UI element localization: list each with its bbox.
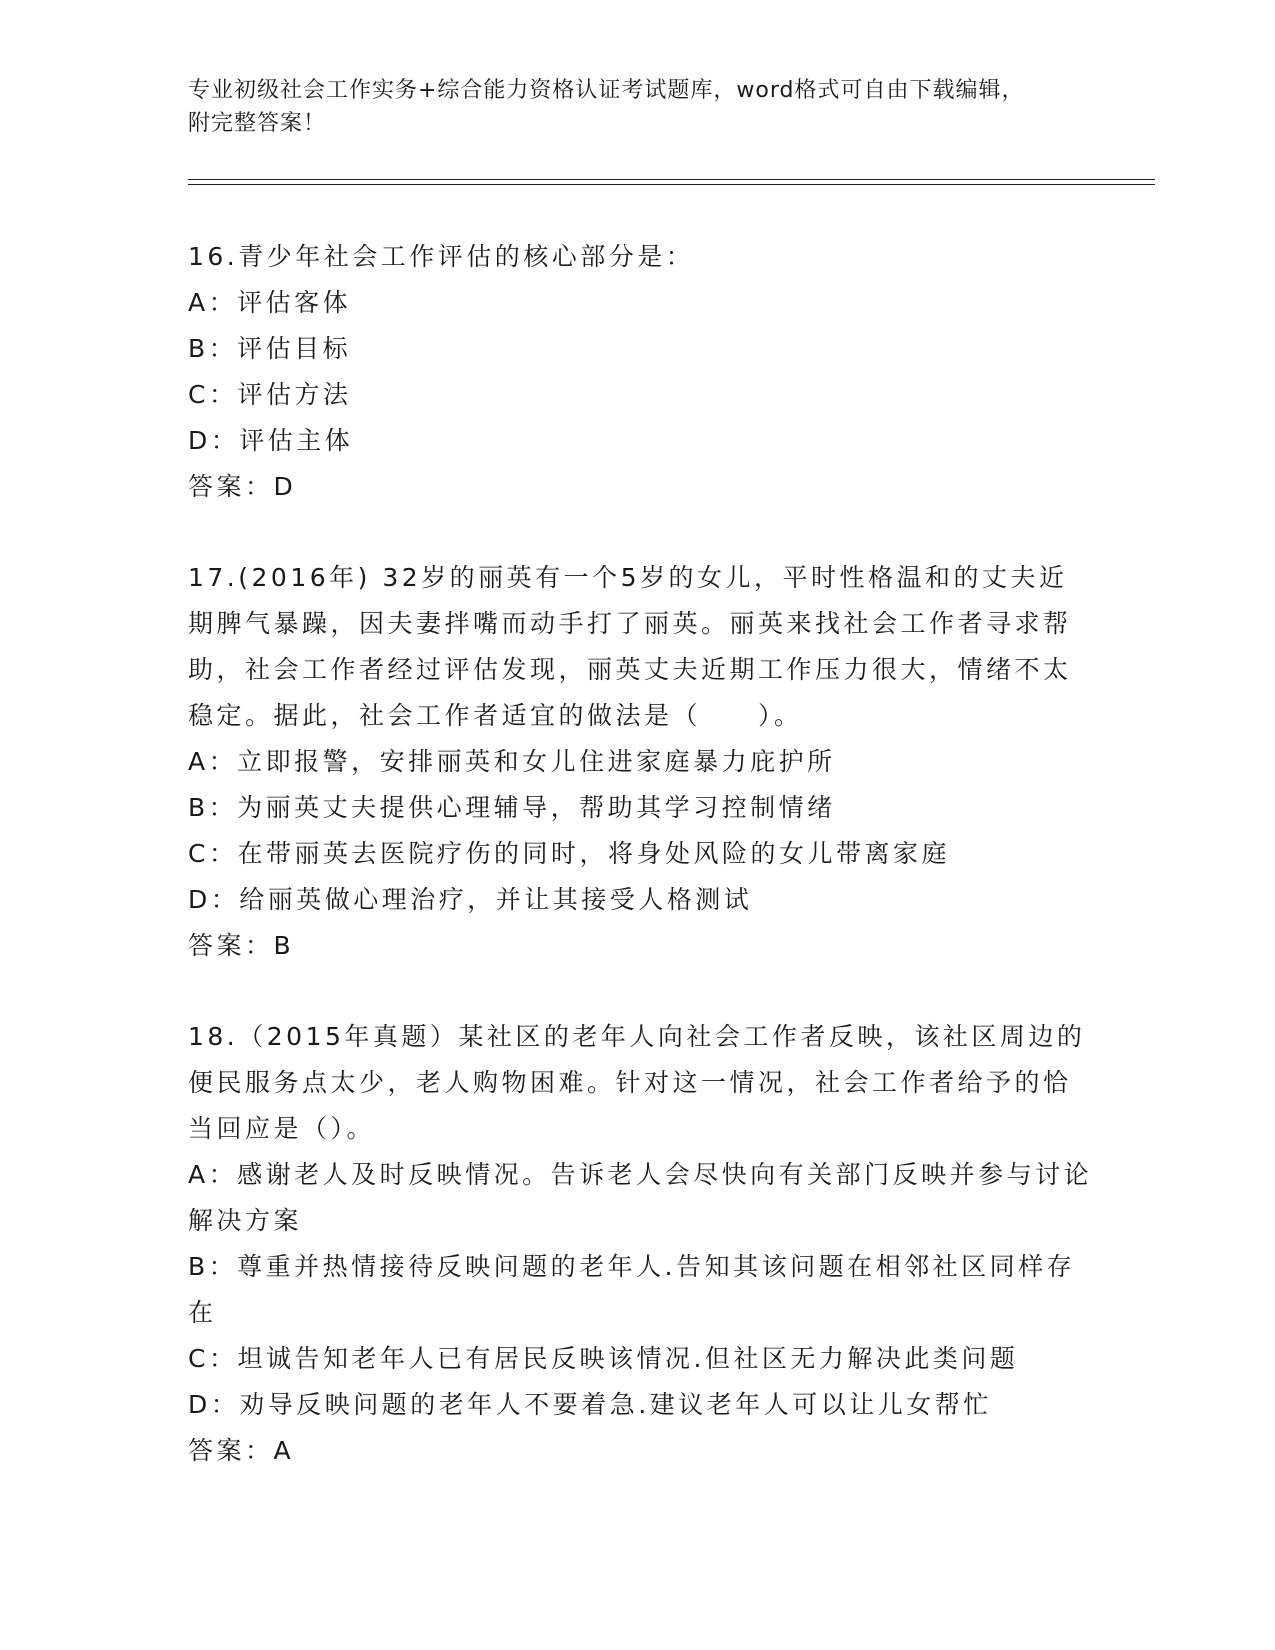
- option-c: C：在带丽英去医院疗伤的同时，将身处风险的女儿带离家庭: [188, 839, 950, 868]
- option-a: A：感谢老人及时反映情况。告诉老人会尽快向有关部门反映并参与讨论解决方案: [188, 1160, 1093, 1235]
- header-line-1: 专业初级社会工作实务+综合能力资格认证考试题库，word格式可自由下载编辑，: [188, 78, 1025, 103]
- option-b: B：评估目标: [188, 334, 352, 363]
- option-b: B：尊重并热情接待反映问题的老年人.告知其该问题在相邻社区同样存在: [188, 1252, 1076, 1327]
- option-c: C：坦诚告知老年人已有居民反映该情况.但社区无力解决此类问题: [188, 1344, 1019, 1373]
- header-line-2: 附完整答案！: [188, 111, 327, 136]
- option-d: D：劝导反映问题的老年人不要着急.建议老年人可以让儿女帮忙: [188, 1390, 992, 1419]
- question-list: [188, 234, 1093, 1519]
- question-16: [188, 234, 1093, 510]
- answer-line: 答案：A: [188, 1436, 295, 1465]
- header-divider-top: [188, 179, 1155, 180]
- document-header: [188, 74, 1088, 140]
- answer-line: 答案：B: [188, 931, 295, 960]
- question-text: 18.（2015年真题）某社区的老年人向社会工作者反映，该社区周边的便民服务点太少，老人购物困难。针对这一情况，社会工作者给予的恰当回应是（）。: [188, 1022, 1086, 1143]
- header-divider-bottom: [188, 184, 1155, 185]
- question-text: 16.青少年社会工作评估的核心部分是：: [188, 242, 695, 271]
- option-a: A：立即报警，安排丽英和女儿住进家庭暴力庇护所: [188, 747, 836, 776]
- option-a: A：评估客体: [188, 288, 352, 317]
- question-17: [188, 555, 1093, 969]
- question-18: [188, 1014, 1093, 1474]
- option-b: B：为丽英丈夫提供心理辅导，帮助其学习控制情绪: [188, 793, 836, 822]
- option-d: D：评估主体: [188, 426, 354, 455]
- question-text: 17.(2016年) 32岁的丽英有一个5岁的女儿，平时性格温和的丈夫近期脾气暴躁，因夫妻拌嘴而动手打了丽英。丽英来找社会工作者寻求帮助，社会工作者经过评估发现，丽英丈夫近期工作压力很大，情绪不太稳定。据此，社会工作者适宜的做法是（ ）。: [188, 563, 1072, 730]
- answer-line: 答案：D: [188, 472, 297, 501]
- option-c: C：评估方法: [188, 380, 352, 409]
- option-d: D：给丽英做心理治疗，并让其接受人格测试: [188, 885, 753, 914]
